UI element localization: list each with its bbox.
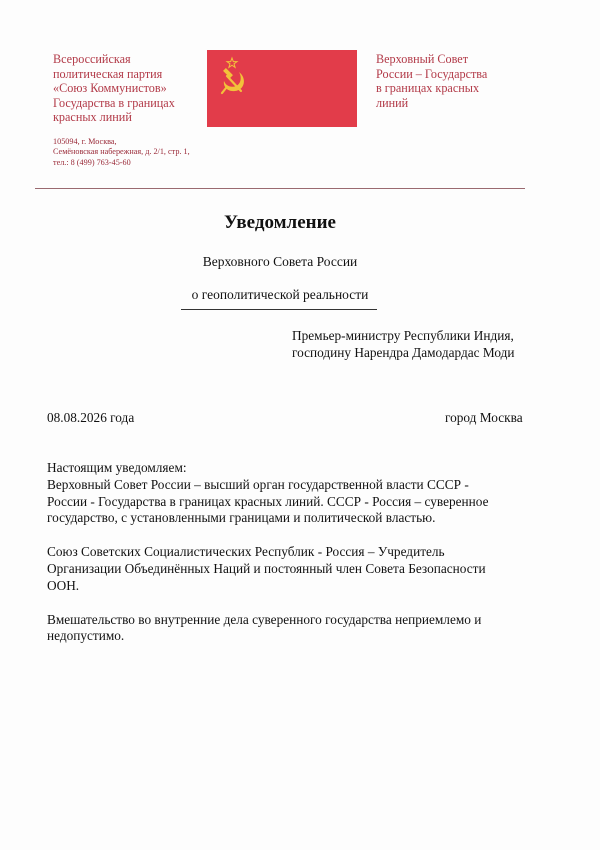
header-council: [376, 52, 536, 110]
org-name-line: «Союз Коммунистов»: [53, 81, 167, 96]
paragraph-gap: [47, 595, 557, 612]
hammer-sickle-star-icon: [207, 50, 357, 127]
soviet-flag: [207, 50, 357, 127]
address-line: Семёновская набережная, д. 2/1, стр. 1,: [53, 147, 190, 157]
org-address: [53, 137, 213, 168]
document-body: [47, 460, 557, 645]
council-name-line: в границах красных: [376, 81, 480, 96]
addressee-line: господину Нарендра Дамодардас Моди: [292, 345, 515, 360]
addressee-block: [292, 327, 572, 361]
org-name-line: политическая партия: [53, 66, 163, 81]
body-line: ООН.: [47, 577, 80, 593]
body-line: Организации Объединённых Наций и постоянный член Совета Безопасности: [47, 560, 486, 576]
header-divider: [35, 188, 525, 189]
body-line: Верховный Совет России – высший орган государственной власти СССР -: [47, 476, 469, 492]
body-line: Вмешательство во внутренние дела суверенного государства неприемлемо и: [47, 611, 482, 627]
body-line: Настоящим уведомляем:: [47, 460, 187, 475]
council-name-line: линий: [376, 95, 409, 110]
document-title: Уведомление: [224, 212, 336, 233]
document-date: 08.08.2026 года: [47, 410, 135, 425]
org-name-line: Государства в границах: [53, 95, 175, 110]
body-line: государство, с установленными границами и политической властью.: [47, 510, 436, 526]
document-city: город Москва: [445, 410, 523, 425]
paragraph-gap: [47, 527, 557, 544]
body-line: России - Государства в границах красных линий. СССР - Россия – суверенное: [47, 493, 489, 509]
address-line: тел.: 8 (499) 763-45-60: [53, 157, 131, 167]
subject-underline: [181, 309, 377, 310]
header-organization: [53, 52, 213, 168]
address-line: 105094, г. Москва,: [53, 136, 117, 146]
body-line: Союз Советских Социалистических Республик - Россия – Учредитель: [47, 544, 445, 560]
council-name-line: Верховный Совет: [376, 52, 469, 66]
document-subtitle: Верховного Совета России: [202, 254, 358, 269]
org-name-line: красных линий: [53, 110, 132, 125]
council-name-line: России – Государства: [376, 66, 488, 81]
document-subject: о геополитической реальности: [191, 287, 369, 302]
org-name-line: Всероссийская: [53, 52, 131, 66]
body-line: недопустимо.: [47, 628, 125, 644]
addressee-line: Премьер-министру Республики Индия,: [292, 328, 514, 343]
